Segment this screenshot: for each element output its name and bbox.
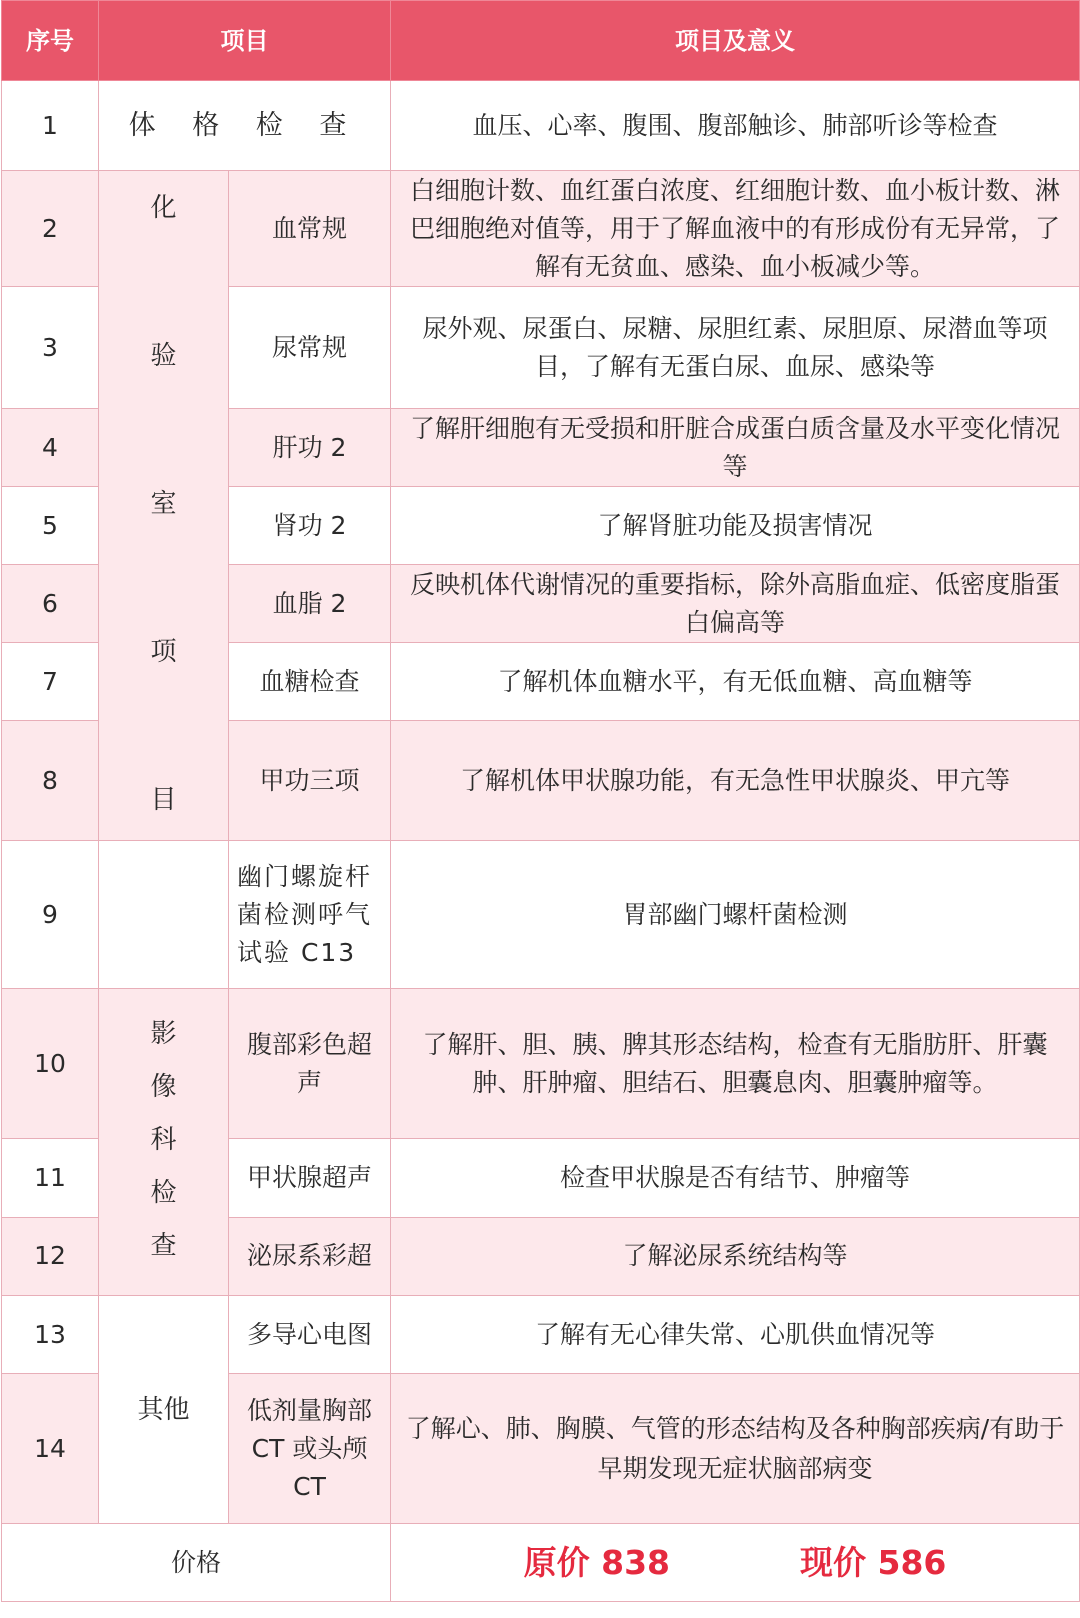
header-significance: 项目及意义 [391, 1, 1080, 81]
row-item: 血脂 2 [229, 565, 391, 643]
row-item: 泌尿系彩超 [229, 1217, 391, 1295]
lab-category-cell [99, 171, 229, 841]
table-row [2, 989, 1080, 1139]
row-item: 腹部彩色超声 [229, 989, 391, 1139]
checkup-table [1, 0, 1080, 1602]
row-seq: 8 [2, 721, 99, 841]
imaging-category-char: 科 [150, 1125, 177, 1155]
table-row [2, 171, 1080, 287]
row-seq: 2 [2, 171, 99, 287]
price-label: 价格 [170, 1547, 221, 1577]
header-seq: 序号 [2, 1, 99, 81]
row-item: 多导心电图 [229, 1296, 391, 1374]
original-price: 原价 838 [523, 1542, 670, 1582]
row-significance: 了解肾脏功能及损害情况 [391, 487, 1080, 565]
row-significance: 了解心、肺、胸膜、气管的形态结构及各种胸部疾病/有助于早期发现无症状脑部病变 [391, 1374, 1080, 1524]
table-row [2, 1296, 1080, 1374]
row-significance: 了解有无心律失常、心肌供血情况等 [391, 1296, 1080, 1374]
imaging-category-cell [99, 989, 229, 1296]
row-significance: 血压、心率、腹围、腹部触诊、肺部听诊等检查 [391, 81, 1080, 171]
table-row [2, 81, 1080, 171]
row-item: 血糖检查 [229, 643, 391, 721]
price-values-cell [391, 1524, 1080, 1602]
lab-category-char: 项 [150, 636, 177, 667]
row-item: 肝功 2 [229, 409, 391, 487]
header-item: 项目 [99, 1, 391, 81]
imaging-category-char: 像 [150, 1072, 177, 1102]
row-seq: 12 [2, 1217, 99, 1295]
row-seq: 10 [2, 989, 99, 1139]
price-label-cell [2, 1524, 391, 1602]
header-row [2, 1, 1080, 81]
row-seq: 9 [2, 841, 99, 989]
row-significance: 了解机体血糖水平，有无低血糖、高血糖等 [391, 643, 1080, 721]
row-significance: 白细胞计数、血红蛋白浓度、红细胞计数、血小板计数、淋巴细胞绝对值等，用于了解血液中的有形成份有无异常，了解有无贫血、感染、血小板减少等。 [391, 171, 1080, 287]
lab-category-char: 室 [150, 488, 177, 519]
row-seq: 1 [2, 81, 99, 171]
imaging-category-char: 查 [150, 1231, 177, 1261]
row-significance: 反映机体代谢情况的重要指标，除外高脂血症、低密度脂蛋白偏高等 [391, 565, 1080, 643]
row-seq: 4 [2, 409, 99, 487]
other-category-label: 其他 [137, 1394, 190, 1425]
row-significance: 检查甲状腺是否有结节、肿瘤等 [391, 1139, 1080, 1217]
row-item: 血常规 [229, 171, 391, 287]
row-item: 甲功三项 [229, 721, 391, 841]
row-significance: 了解肝细胞有无受损和肝脏合成蛋白质含量及水平变化情况等 [391, 409, 1080, 487]
row-item: 肾功 2 [229, 487, 391, 565]
row-significance: 胃部幽门螺杆菌检测 [391, 841, 1080, 989]
row-item: 尿常规 [229, 287, 391, 409]
lab-category-char: 化 [150, 192, 177, 223]
row-item: 低剂量胸部 CT 或头颅 CT [229, 1374, 391, 1524]
imaging-category-char: 检 [150, 1178, 177, 1208]
row-item: 甲状腺超声 [229, 1139, 391, 1217]
price-row [2, 1524, 1080, 1602]
row-seq: 6 [2, 565, 99, 643]
table-row [2, 841, 1080, 989]
lab-category-char: 目 [150, 784, 177, 815]
other-category-cell [99, 1296, 229, 1524]
row-seq: 7 [2, 643, 99, 721]
row-significance: 尿外观、尿蛋白、尿糖、尿胆红素、尿胆原、尿潜血等项目，了解有无蛋白尿、血尿、感染等 [391, 287, 1080, 409]
row-seq: 13 [2, 1296, 99, 1374]
row-seq: 11 [2, 1139, 99, 1217]
row-significance: 了解泌尿系统结构等 [391, 1217, 1080, 1295]
row-significance: 了解机体甲状腺功能，有无急性甲状腺炎、甲亢等 [391, 721, 1080, 841]
empty-category-cell [99, 841, 229, 989]
row-seq: 14 [2, 1374, 99, 1524]
lab-category-char: 验 [150, 340, 177, 371]
row-seq: 3 [2, 287, 99, 409]
imaging-category-char: 影 [150, 1019, 177, 1049]
row-item: 体 格 检 查 [99, 81, 391, 171]
row-item: 幽门螺旋杆菌检测呼气试验 C13 [229, 841, 391, 989]
row-seq: 5 [2, 487, 99, 565]
current-price: 现价 586 [800, 1542, 947, 1582]
row-significance: 了解肝、胆、胰、脾其形态结构，检查有无脂肪肝、肝囊肿、肝肿瘤、胆结石、胆囊息肉、胆囊肿瘤等。 [391, 989, 1080, 1139]
